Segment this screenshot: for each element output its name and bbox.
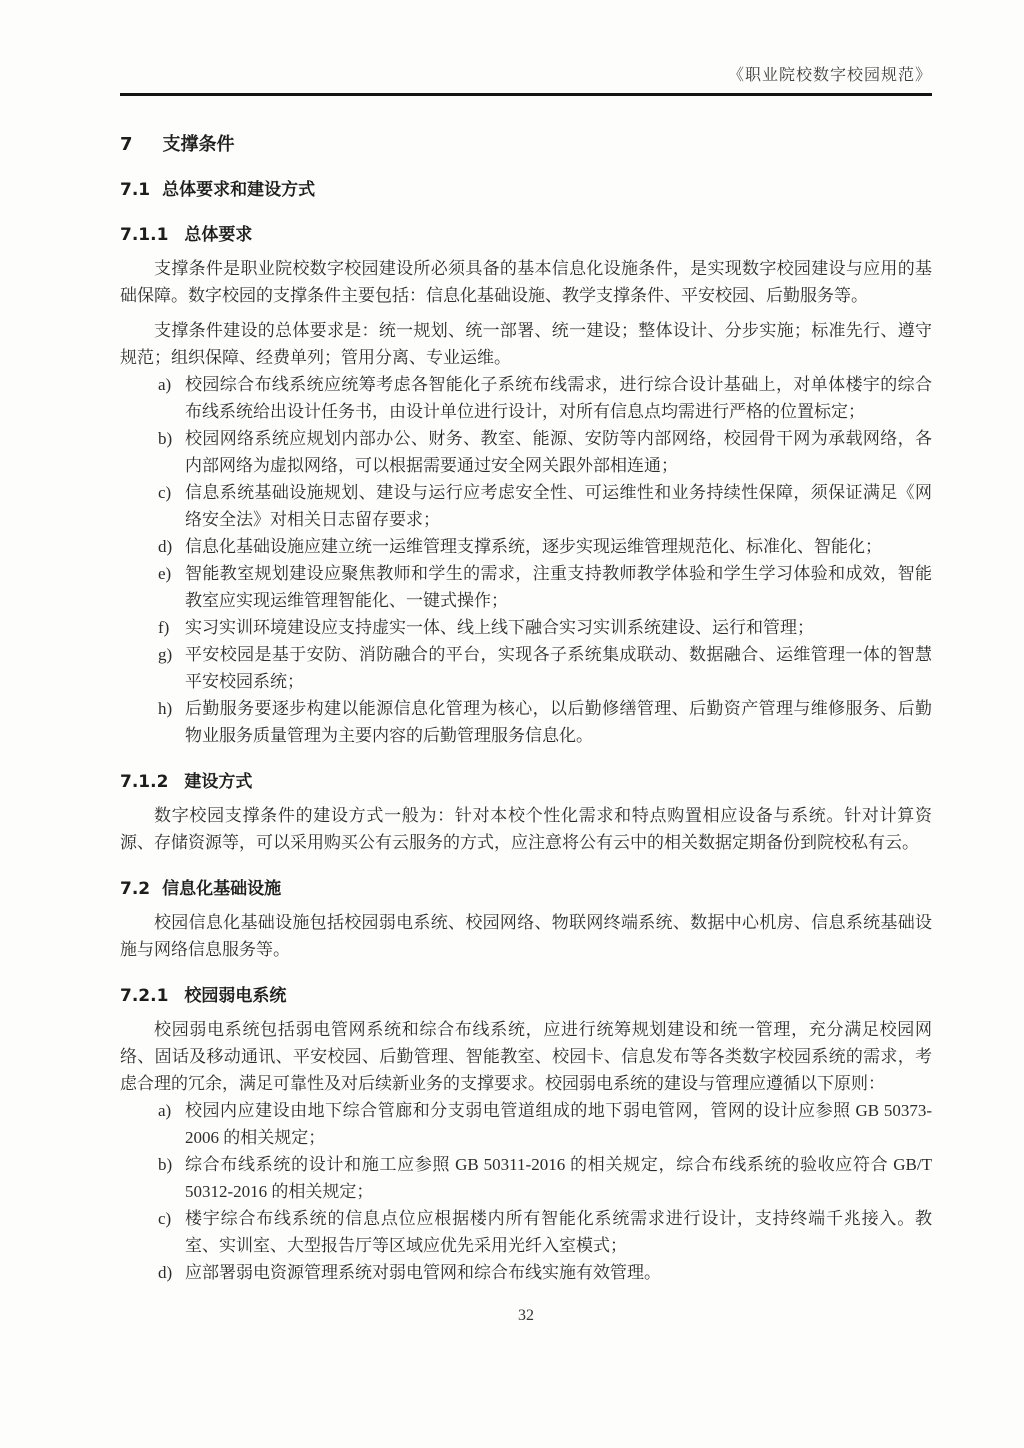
list-item-text: 楼宇综合布线系统的信息点位应根据楼内所有智能化系统需求进行设计，支持终端千兆接入。教室、实训室、大型报告厅等区域应优先采用光纤入室模式； [185,1209,932,1255]
list-item-label: g) [158,645,173,664]
list-item-text: 校园内应建设由地下综合管廊和分支弱电管道组成的地下弱电管网，管网的设计应参照 GB 50373-2006 的相关规定； [185,1101,932,1147]
page-number: 32 [518,1307,534,1324]
list-item-label: c) [158,483,172,502]
section-title: 校园弱电系统 [184,986,287,1006]
list-item [120,1097,932,1151]
list-item-text: 智能教室规划建设应聚焦教师和学生的需求，注重支持教师教学体验和学生学习体验和成效，智能教室应实现运维管理智能化、一键式操作； [185,564,932,610]
list-item-text: 校园综合布线系统应统筹考虑各智能化子系统布线需求，进行综合设计基础上，对单体楼宇的综合布线系统给出设计任务书，由设计单位进行设计，对所有信息点均需进行严格的位置标定； [185,375,932,421]
list-item [120,614,932,641]
paragraph: 校园弱电系统包括弱电管网系统和综合布线系统，应进行统筹规划建设和统一管理，充分满足校园网络、固话及移动通讯、平安校园、后勤管理、智能教室、校园卡、信息发布等各类数字校园系统的需求，考虑合理的冗余，满足可靠性及对后续新业务的支撑要求。校园弱电系统的建设与管理应遵循以下原则： [120,1020,932,1093]
section-heading-7-1 [120,178,932,202]
section-heading-7-2 [120,877,932,901]
section-heading-7-1-1 [120,223,932,247]
chapter-number: 7 [120,134,133,155]
section-number: 7.2 [120,879,151,899]
paragraph: 支撑条件建设的总体要求是：统一规划、统一部署、统一建设；整体设计、分步实施；标准先行、遵守规范；组织保障、经费单列；管用分离、专业运维。 [120,321,932,367]
list-item [120,1259,932,1286]
section-title: 总体要求和建设方式 [162,180,316,200]
ordered-list-7-1-1 [120,371,932,749]
paragraph: 数字校园支撑条件的建设方式一般为：针对本校个性化需求和特点购置相应设备与系统。针对计算资源、存储资源等，可以采用购买公有云服务的方式，应注意将公有云中的相关数据定期备份到院校私有云。 [120,806,932,852]
section-title: 总体要求 [184,225,253,245]
header-rule [120,93,932,96]
list-item-label: b) [158,429,173,448]
list-item-label: c) [158,1209,172,1228]
list-item-text: 信息系统基础设施规划、建设与运行应考虑安全性、可运维性和业务持续性保障，须保证满足《网络安全法》对相关日志留存要求； [185,483,932,529]
section-heading-7-2-1 [120,984,932,1008]
running-header-title: 《职业院校数字校园规范》 [727,67,932,84]
list-item [120,641,932,695]
list-item-label: b) [158,1155,173,1174]
section-title: 建设方式 [184,772,253,792]
list-item-text: 实习实训环境建设应支持虚实一体、线上线下融合实习实训系统建设、运行和管理； [185,618,814,637]
list-item-label: h) [158,699,173,718]
list-item [120,560,932,614]
ordered-list-7-2-1 [120,1097,932,1286]
chapter-heading [120,133,932,157]
list-item-text: 应部署弱电资源管理系统对弱电管网和综合布线实施有效管理。 [185,1263,661,1282]
list-item [120,533,932,560]
list-item-label: d) [158,537,173,556]
list-item-label: d) [158,1263,173,1282]
list-item-text: 平安校园是基于安防、消防融合的平台，实现各子系统集成联动、数据融合、运维管理一体的智慧平安校园系统； [185,645,932,691]
section-number: 7.1 [120,180,151,200]
list-item-label: a) [158,375,172,394]
list-item-text: 信息化基础设施应建立统一运维管理支撑系统，逐步实现运维管理规范化、标准化、智能化； [185,537,882,556]
list-item [120,1151,932,1205]
list-item [120,1205,932,1259]
section-title: 信息化基础设施 [162,879,282,899]
section-number: 7.2.1 [120,986,169,1006]
list-item [120,479,932,533]
list-item-label: e) [158,564,172,583]
section-number: 7.1.1 [120,225,169,245]
section-number: 7.1.2 [120,772,169,792]
list-item [120,425,932,479]
list-item-label: f) [158,618,170,637]
list-item-text: 后勤服务要逐步构建以能源信息化管理为核心，以后勤修缮管理、后勤资产管理与维修服务、后勤物业服务质量管理为主要内容的后勤管理服务信息化。 [185,699,932,745]
list-item [120,695,932,749]
list-item-text: 校园网络系统应规划内部办公、财务、教室、能源、安防等内部网络，校园骨干网为承载网络，各内部网络为虚拟网络，可以根据需要通过安全网关跟外部相连通； [185,429,932,475]
list-item-label: a) [158,1101,172,1120]
list-item-text: 综合布线系统的设计和施工应参照 GB 50311-2016 的相关规定，综合布线系统的验收应符合 GB/T 50312-2016 的相关规定； [185,1155,932,1201]
paragraph: 支撑条件是职业院校数字校园建设所必须具备的基本信息化设施条件，是实现数字校园建设与应用的基础保障。数字校园的支撑条件主要包括：信息化基础设施、教学支撑条件、平安校园、后勤服务等。 [120,259,932,305]
chapter-title: 支撑条件 [162,134,235,155]
page-content [120,64,932,1329]
section-heading-7-1-2 [120,770,932,794]
list-item [120,371,932,425]
paragraph: 校园信息化基础设施包括校园弱电系统、校园网络、物联网终端系统、数据中心机房、信息系统基础设施与网络信息服务等。 [120,913,932,959]
